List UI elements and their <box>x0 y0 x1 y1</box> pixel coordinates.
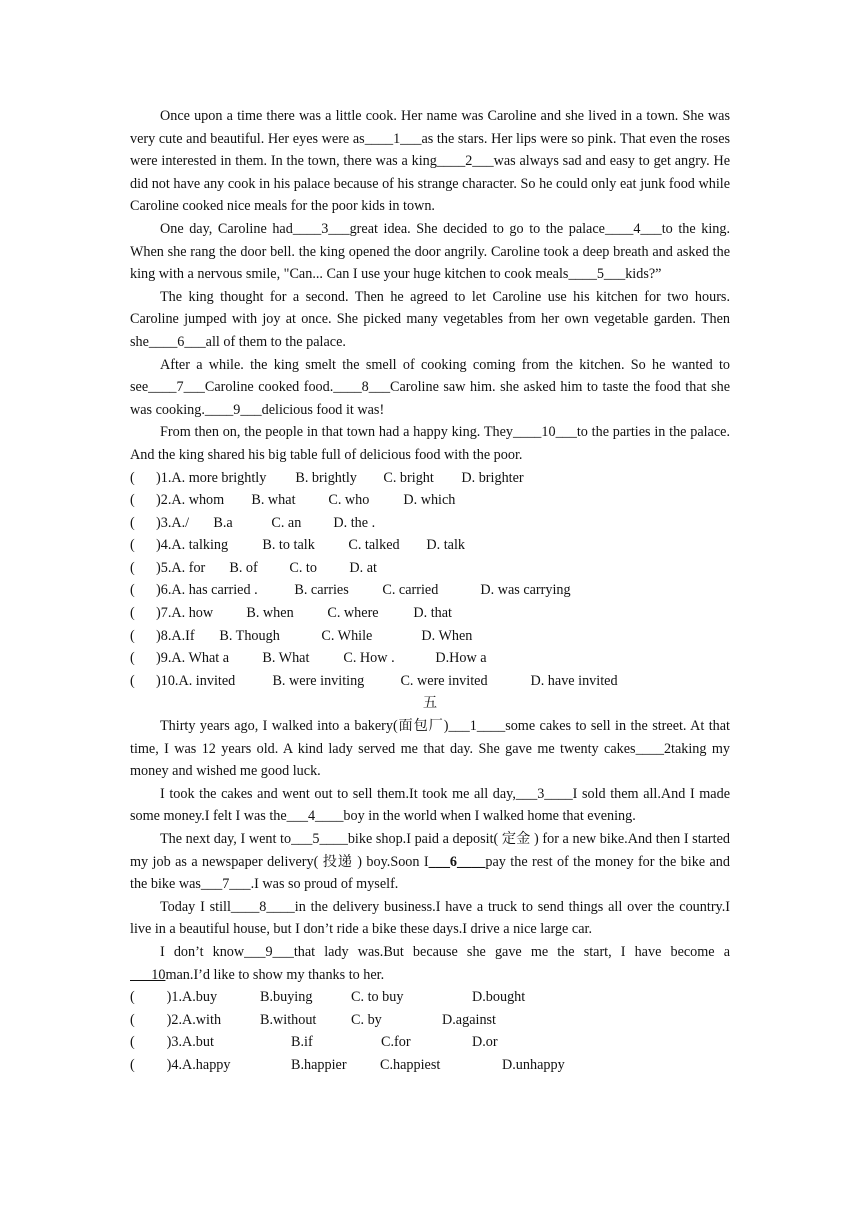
text: as the stars. Her lips were so pink. That even the roses were interested in them. In the town, there was a king <box>130 130 731 170</box>
passage2-paragraph-4 <box>130 896 730 941</box>
option-a: A.happy <box>182 1056 231 1073</box>
question-row <box>130 986 730 1009</box>
blank-5: ___5____ <box>291 831 348 847</box>
question-row <box>130 467 730 490</box>
text: Today I still <box>160 898 231 915</box>
text: The next day, I went to <box>160 831 292 847</box>
option-b: B. What <box>262 650 310 667</box>
document-page <box>130 105 730 1077</box>
option-d: D. When <box>421 627 473 644</box>
passage1-questions <box>130 467 730 693</box>
option-a: A. invited <box>178 672 236 689</box>
option-b: B.without <box>260 1011 317 1028</box>
question-number: ( )9. <box>130 650 172 667</box>
blank-7: ___7___ <box>200 876 251 893</box>
question-row <box>130 1009 730 1032</box>
text: From then on, the people in that town had a happy king. They <box>160 424 514 441</box>
option-a: A. whom <box>171 492 225 509</box>
question-number: ( )3. <box>130 1034 183 1051</box>
option-d: D. that <box>413 605 452 622</box>
question-row <box>130 625 730 648</box>
option-d: D.unhappy <box>502 1056 565 1073</box>
option-c: C. an <box>271 514 302 531</box>
blank-7: ____7___ <box>148 379 205 396</box>
option-b: B. carries <box>294 582 349 599</box>
option-a: A. more brightly <box>171 469 267 486</box>
text: taking my money and wished me good luck. <box>130 740 731 780</box>
section-heading: 五 <box>422 695 438 712</box>
question-row <box>130 489 730 512</box>
option-c: C. bright <box>383 469 434 486</box>
question-number: ( )7. <box>130 605 172 622</box>
option-b: B.if <box>291 1034 313 1051</box>
passage1-paragraph-3 <box>130 286 730 354</box>
question-number: ( )3. <box>130 514 172 531</box>
option-d: D.bought <box>472 989 526 1006</box>
question-number: ( )1. <box>130 989 183 1006</box>
blank-1: ___1____ <box>448 718 506 735</box>
question-number: ( )5. <box>130 559 172 576</box>
option-b: B. brightly <box>295 469 357 486</box>
question-number: ( )8. <box>130 627 172 644</box>
option-a: A.but <box>182 1034 214 1051</box>
question-number: ( )6. <box>130 582 172 599</box>
text: .I was so proud of myself. <box>250 876 399 893</box>
option-d: D. have invited <box>530 672 618 689</box>
text: boy in the world when I walked home that evening. <box>343 808 636 825</box>
passage1-paragraph-4 <box>130 354 730 422</box>
passage1-paragraph-5 <box>130 421 730 466</box>
blank-9: ___9___ <box>244 943 294 960</box>
blank-10: 10 <box>130 966 166 983</box>
option-c: C. to buy <box>351 989 404 1006</box>
blank-3: ____3___ <box>292 220 350 237</box>
blank-2: ____2 <box>635 740 672 757</box>
blank-6: ____6___ <box>148 333 206 350</box>
blank-3: ___3____ <box>515 785 573 802</box>
option-a: A.buy <box>182 989 218 1006</box>
text: I don’t know <box>160 943 245 960</box>
blank-8: ____8___ <box>333 379 391 396</box>
option-a: A.If <box>171 627 195 644</box>
option-d: D. was carrying <box>480 582 571 599</box>
option-d: D.How a <box>435 650 487 667</box>
text: man.I’d like to show my thanks to her. <box>165 966 385 983</box>
option-c: C. by <box>351 1011 382 1028</box>
option-a: A. how <box>171 605 214 622</box>
question-number: ( )10. <box>130 672 179 689</box>
option-b: B.happier <box>291 1056 347 1073</box>
text: I sold them all.And I made some money.I felt I was the <box>130 785 730 825</box>
text: I took the cakes and went out to sell them.It took me all day, <box>160 785 516 802</box>
option-a: A. talking <box>171 537 229 554</box>
passage2-paragraph-1 <box>130 715 730 783</box>
option-d: D. talk <box>426 537 465 554</box>
text: Caroline cooked food. <box>204 379 334 396</box>
text: that lady was.But because she gave me the start, I have become a <box>293 943 730 960</box>
option-b: B.buying <box>260 989 313 1006</box>
question-row <box>130 602 730 625</box>
text: After a while. the king smelt the smell of cooking coming from the kitchen. So he wanted to see <box>130 356 730 396</box>
blank-8: ____8____ <box>230 898 295 915</box>
option-a: A. What a <box>171 650 230 667</box>
question-number: ( )4. <box>130 537 172 554</box>
option-b: B. to talk <box>262 537 315 554</box>
text: to the parties in the palace. And the king shared his big table full of delicious food with the poor. <box>130 424 730 463</box>
option-c: C. carried <box>382 582 439 599</box>
text: great idea. She decided to go to the palace <box>349 220 605 237</box>
text: Caroline saw him. she asked him to taste the food that she was cooking. <box>130 379 731 418</box>
passage2-questions <box>130 986 730 1076</box>
option-c: C.for <box>381 1034 411 1051</box>
option-a: A.with <box>182 1011 222 1028</box>
text: One day, Caroline had <box>160 220 293 237</box>
option-c: C.happiest <box>380 1056 441 1073</box>
option-a: A. has carried . <box>171 582 258 599</box>
question-row <box>130 1031 730 1054</box>
option-c: C. While <box>321 627 373 644</box>
text: to the king. When she rang the door bell. the king opened the door angrily. Caroline took a deep breath and asked the king with a nervous smile, "Can... Can I use your huge kitchen to cook meals <box>130 220 730 283</box>
text: Thirty years ago, I walked into a bakery(面包厂) <box>160 718 449 735</box>
option-d: D. brighter <box>461 469 524 486</box>
blank-10: ____10___ <box>513 424 577 441</box>
text: all of them to the palace. <box>205 333 346 350</box>
option-d: D. the . <box>333 514 376 531</box>
option-a: A./ <box>171 514 190 531</box>
option-d: D.or <box>472 1034 498 1051</box>
option-c: C. How . <box>343 650 395 667</box>
blank-4: ___4____ <box>286 808 344 825</box>
passage2-paragraph-5 <box>130 941 730 986</box>
option-b: B. when <box>246 605 294 622</box>
question-row <box>130 534 730 557</box>
blank-1: ____1___ <box>364 130 422 147</box>
text: in the delivery business.I have a truck to send things all over the country.I live in a beautiful house, but I don’t ride a bike these days.I drive a nice large car. <box>130 898 730 938</box>
question-number: ( )2. <box>130 1011 183 1028</box>
option-c: C. where <box>327 605 379 622</box>
text: Once upon a time there was a little cook. Her name was Caroline and she lived in a town. She was very cute and beautiful. Her eyes were as <box>130 108 730 147</box>
blank-5: ____5___ <box>568 266 626 283</box>
option-b: B.a <box>213 514 233 531</box>
option-b: B. Though <box>219 627 280 644</box>
question-number: ( )4. <box>130 1056 183 1073</box>
blank-9: ____9___ <box>204 401 262 418</box>
passage1-paragraph-1 <box>130 105 730 218</box>
text: bike shop.I paid a deposit( 定金 ) for a new bike.And then I started my job as a newspaper delivery( 投递 ) boy.Soon I <box>130 831 730 870</box>
blank-4: ____4___ <box>604 220 662 237</box>
question-row <box>130 647 730 670</box>
passage2-paragraph-2 <box>130 783 730 828</box>
passage2-paragraph-3 <box>130 828 730 896</box>
option-d: D.against <box>442 1011 496 1028</box>
option-c: C. who <box>328 492 370 509</box>
text: some cakes to sell in the street. At that time, I was 12 years old. A kind lady served me that day. She gave me twenty cakes <box>130 718 730 757</box>
question-row <box>130 579 730 602</box>
text: kids?” <box>625 266 662 283</box>
passage1-paragraph-2 <box>130 218 730 286</box>
option-b: B. of <box>229 559 258 576</box>
option-d: D. which <box>403 492 456 509</box>
question-number: ( )1. <box>130 469 172 486</box>
option-b: B. were inviting <box>272 672 365 689</box>
option-c: C. were invited <box>400 672 488 689</box>
blank-2: ____2___ <box>436 153 494 170</box>
option-d: D. at <box>349 559 377 576</box>
text: delicious food it was! <box>261 401 385 418</box>
option-c: C. talked <box>348 537 400 554</box>
text: pay the rest of the money for the bike and the bike was <box>130 853 730 893</box>
question-row <box>130 1054 730 1077</box>
text: The king thought for a second. Then he agreed to let Caroline use his kitchen for two hours. Caroline jumped with joy at once. She picked many vegetables from her own vegetable garden. Then she <box>130 288 730 350</box>
option-a: A. for <box>171 559 206 576</box>
question-row <box>130 512 730 535</box>
question-row <box>130 557 730 580</box>
option-b: B. what <box>251 492 296 509</box>
question-row <box>130 670 730 693</box>
option-c: C. to <box>289 559 317 576</box>
question-number: ( )2. <box>130 492 172 509</box>
text: was always sad and easy to get angry. He did not have any cook in his palace because of his strange character. So he could only eat junk food while Caroline cooked nice meals for the poor kids in town. <box>130 153 730 215</box>
blank-6: ___6____ <box>428 853 486 870</box>
